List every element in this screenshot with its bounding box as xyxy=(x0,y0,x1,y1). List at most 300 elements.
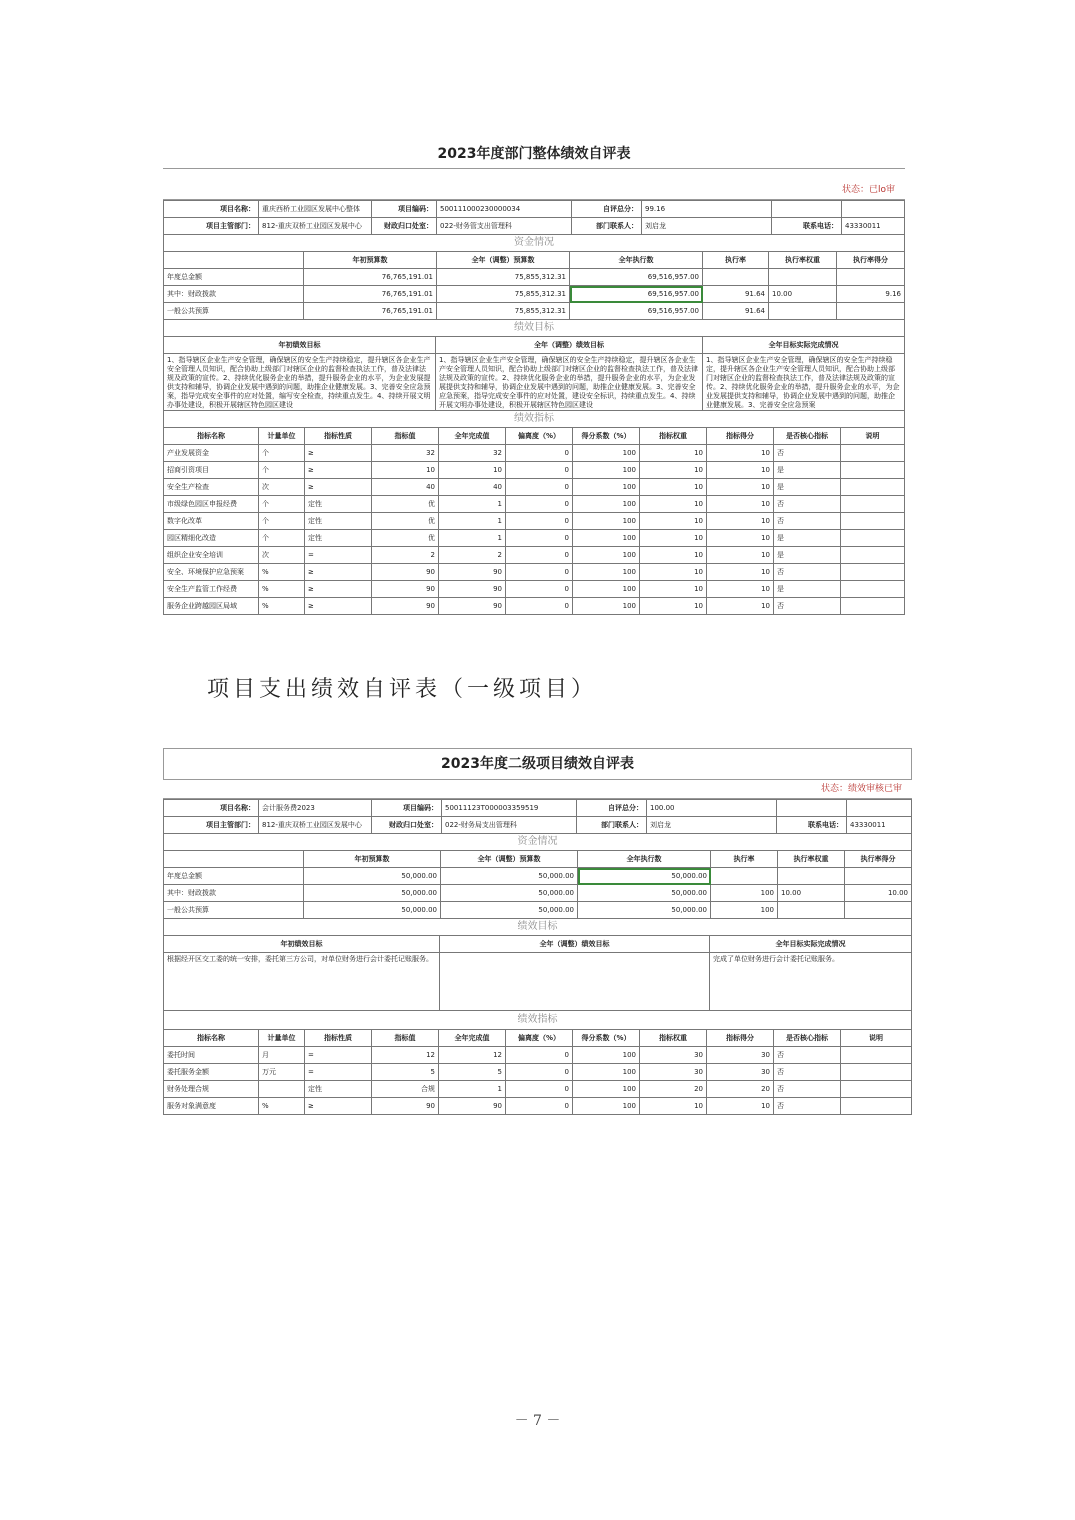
office[interactable]: 022-财务局支出管理科 xyxy=(442,817,577,834)
cell[interactable]: 50,000.00 xyxy=(304,902,441,919)
cell[interactable] xyxy=(841,598,905,615)
section-fund: 资金情况 xyxy=(163,235,905,251)
cell[interactable]: 50,000.00 xyxy=(578,885,711,902)
cell[interactable]: 10 xyxy=(640,581,707,598)
cell[interactable]: 10 xyxy=(707,513,774,530)
cell[interactable]: 10 xyxy=(640,479,707,496)
fund-header: 全年执行数 xyxy=(570,252,703,269)
cell[interactable] xyxy=(841,581,905,598)
cell[interactable] xyxy=(703,269,769,286)
cell[interactable]: 76,765,191.01 xyxy=(304,286,437,303)
cell[interactable]: 20 xyxy=(707,1081,774,1098)
cell[interactable]: 10 xyxy=(707,479,774,496)
table-row xyxy=(164,303,905,320)
fund-header: 全年（调整）预算数 xyxy=(441,851,578,868)
cell[interactable]: 合规 xyxy=(372,1081,439,1098)
cell[interactable]: 100 xyxy=(573,479,640,496)
cell[interactable]: 0 xyxy=(506,496,573,513)
indicator-header: 指标得分 xyxy=(707,428,774,445)
status-badge: 状态：绩效审核已审 xyxy=(163,780,912,799)
section-goal: 绩效目标 xyxy=(163,320,905,336)
cell[interactable]: 否 xyxy=(774,598,841,615)
goal-actual[interactable]: 完成了单位财务进行会计委托记账服务。 xyxy=(710,953,912,1011)
cell[interactable] xyxy=(845,902,912,919)
project-name[interactable]: 重庆西桥工业园区发展中心整体 xyxy=(259,201,372,218)
cell[interactable]: 10 xyxy=(439,462,506,479)
table-row xyxy=(164,581,905,598)
cell: 年度总金额 xyxy=(164,868,304,885)
indicator-header: 指标值 xyxy=(372,428,439,445)
cell[interactable]: 100 xyxy=(573,1047,640,1064)
table-row xyxy=(164,496,905,513)
cell[interactable]: 10 xyxy=(640,530,707,547)
cell[interactable]: 否 xyxy=(774,564,841,581)
cell[interactable]: 10 xyxy=(707,581,774,598)
indicator-name: 服务对象满意度 xyxy=(164,1098,259,1115)
indicator-name: 组织企业安全培训 xyxy=(164,547,259,564)
cell[interactable]: ≥ xyxy=(305,581,372,598)
table-row xyxy=(164,1064,912,1081)
cell[interactable]: 12 xyxy=(372,1047,439,1064)
indicator-header: 偏离度（%） xyxy=(506,1030,573,1047)
contact[interactable]: 刘启龙 xyxy=(647,817,777,834)
cell[interactable]: 1 xyxy=(439,530,506,547)
cell[interactable]: 5 xyxy=(372,1064,439,1081)
cell[interactable] xyxy=(778,902,845,919)
fund-header: 执行率 xyxy=(711,851,778,868)
cell: 其中：财政拨款 xyxy=(164,885,304,902)
fund-header: 全年（调整）预算数 xyxy=(437,252,570,269)
cell[interactable]: 100 xyxy=(573,581,640,598)
cell[interactable]: 50,000.00 xyxy=(441,885,578,902)
cell[interactable]: 定性 xyxy=(305,530,372,547)
table-row xyxy=(164,598,905,615)
goal-adjusted[interactable]: 1、指导辖区企业生产安全管理，确保辖区的安全生产持续稳定，提升辖区各企业生产安全管理人员知识，配合协助上级部门对辖区企业的监督检查执法工作，普及法律法规及政策的宣传。2、持续优化服务企业的举措，提升服务企业的水平，为企业发展提供支持和辅导，协调企业发展中遇到的问题，助推企业健康发展。3、完善安全应急预案，指导完成安全事件的应对处置，建设安全标识，持续重点发生。4、持续开展文明办事处建设，积极开展辖区特色园区建设 xyxy=(436,354,703,411)
cell[interactable]: 90 xyxy=(439,564,506,581)
cell[interactable]: 10 xyxy=(640,462,707,479)
table-row xyxy=(164,1047,912,1064)
cell[interactable]: 0 xyxy=(506,581,573,598)
cell[interactable] xyxy=(711,868,778,885)
indicator-header: 全年完成值 xyxy=(439,1030,506,1047)
cell[interactable]: 10 xyxy=(707,530,774,547)
cell[interactable]: 10 xyxy=(707,445,774,462)
cell[interactable] xyxy=(845,868,912,885)
cell[interactable]: 40 xyxy=(439,479,506,496)
cell[interactable]: 30 xyxy=(640,1047,707,1064)
label-phone: 联系电话： xyxy=(772,218,842,235)
cell: 其中：财政拨款 xyxy=(164,286,304,303)
cell[interactable]: 32 xyxy=(372,445,439,462)
indicator-header: 说明 xyxy=(841,1030,912,1047)
dept[interactable]: 812-重庆双桥工业园区发展中心 xyxy=(259,817,372,834)
goal-header: 全年（调整）绩效目标 xyxy=(440,936,710,953)
cell[interactable]: 1 xyxy=(439,1081,506,1098)
cell[interactable]: ≥ xyxy=(305,445,372,462)
indicator-name: 财务处理合规 xyxy=(164,1081,259,1098)
indicator-header: 偏离度（%） xyxy=(506,428,573,445)
cell[interactable]: 月 xyxy=(259,1047,305,1064)
cell[interactable]: 50,000.00 xyxy=(304,885,441,902)
cell[interactable]: 100 xyxy=(573,445,640,462)
table-row xyxy=(164,269,905,286)
cell[interactable]: 0 xyxy=(506,1081,573,1098)
cell[interactable]: = xyxy=(305,1064,372,1081)
selected-cell[interactable]: 69,516,957.00 xyxy=(570,286,703,303)
cell[interactable]: 100 xyxy=(573,496,640,513)
cell[interactable]: 否 xyxy=(774,445,841,462)
cell[interactable]: 10.00 xyxy=(845,885,912,902)
label-project-name: 项目名称： xyxy=(164,201,259,218)
cell[interactable]: ≥ xyxy=(305,462,372,479)
goal-table xyxy=(163,935,912,1011)
cell[interactable]: 10 xyxy=(640,496,707,513)
cell[interactable]: 10 xyxy=(707,496,774,513)
indicator-header: 是否核心指标 xyxy=(774,428,841,445)
cell[interactable]: 是 xyxy=(774,462,841,479)
indicator-header: 指标名称 xyxy=(164,1030,259,1047)
table-row xyxy=(164,462,905,479)
cell[interactable]: 0 xyxy=(506,1047,573,1064)
cell[interactable]: 优 xyxy=(372,496,439,513)
cell[interactable]: 0 xyxy=(506,1098,573,1115)
project-code[interactable]: 50011123T000003359519 xyxy=(442,800,577,817)
cell[interactable]: 次 xyxy=(259,547,305,564)
cell[interactable]: 2 xyxy=(439,547,506,564)
cell[interactable]: 90 xyxy=(439,1098,506,1115)
cell[interactable]: 10 xyxy=(640,598,707,615)
cell: 年度总金额 xyxy=(164,269,304,286)
cell[interactable]: 定性 xyxy=(305,496,372,513)
cell[interactable]: 个 xyxy=(259,530,305,547)
project-code[interactable]: 500111000230000034 xyxy=(437,201,572,218)
cell[interactable]: 是 xyxy=(774,547,841,564)
cell[interactable]: 否 xyxy=(774,513,841,530)
cell[interactable] xyxy=(841,1081,912,1098)
cell[interactable]: 90 xyxy=(372,598,439,615)
cell[interactable]: 10 xyxy=(372,462,439,479)
cell[interactable]: 12 xyxy=(439,1047,506,1064)
score[interactable]: 100.00 xyxy=(647,800,777,817)
label-phone: 联系电话： xyxy=(777,817,847,834)
cell[interactable]: 1 xyxy=(439,513,506,530)
cell[interactable]: 30 xyxy=(707,1047,774,1064)
cell[interactable]: 个 xyxy=(259,513,305,530)
section-indicator: 绩效指标 xyxy=(163,411,905,427)
cell[interactable]: 10.00 xyxy=(769,286,837,303)
cell[interactable]: 100 xyxy=(711,885,778,902)
cell[interactable]: 是 xyxy=(774,581,841,598)
indicator-name: 服务企业跨越园区局域 xyxy=(164,598,259,615)
cell[interactable]: 个 xyxy=(259,462,305,479)
cell[interactable]: 9.16 xyxy=(837,286,905,303)
indicator-header: 是否核心指标 xyxy=(774,1030,841,1047)
section-indicator: 绩效指标 xyxy=(163,1011,912,1029)
cell[interactable]: 否 xyxy=(774,496,841,513)
phone[interactable]: 43330011 xyxy=(847,817,912,834)
cell[interactable]: 0 xyxy=(506,462,573,479)
indicator-name: 安全生产检查 xyxy=(164,479,259,496)
cell[interactable]: 30 xyxy=(640,1064,707,1081)
table-row xyxy=(164,885,912,902)
info-table xyxy=(163,799,912,834)
cell[interactable]: 0 xyxy=(506,530,573,547)
cell[interactable]: 20 xyxy=(640,1081,707,1098)
goal-header: 年初绩效目标 xyxy=(164,936,440,953)
cell[interactable]: 0 xyxy=(506,564,573,581)
cell[interactable] xyxy=(837,269,905,286)
section-fund: 资金情况 xyxy=(163,834,912,850)
label-contact: 部门联系人： xyxy=(577,817,647,834)
cell[interactable]: ≥ xyxy=(305,598,372,615)
cell[interactable]: 10 xyxy=(707,1098,774,1115)
cell[interactable]: 50,000.00 xyxy=(441,902,578,919)
indicator-header: 计量单位 xyxy=(259,1030,305,1047)
cell[interactable]: 75,855,312.31 xyxy=(437,269,570,286)
score[interactable]: 99.16 xyxy=(642,201,772,218)
cell[interactable]: 10 xyxy=(640,564,707,581)
cell[interactable]: 100 xyxy=(711,902,778,919)
cell[interactable]: 90 xyxy=(372,581,439,598)
table-row xyxy=(164,479,905,496)
cell[interactable]: 50,000.00 xyxy=(304,868,441,885)
cell[interactable]: 90 xyxy=(439,598,506,615)
indicator-header: 全年完成值 xyxy=(439,428,506,445)
cell[interactable] xyxy=(841,564,905,581)
cell[interactable]: 定性 xyxy=(305,1081,372,1098)
project-name[interactable]: 会计服务费2023 xyxy=(259,800,372,817)
goal-initial[interactable]: 根据经开区交工委的统一安排，委托第三方公司，对单位财务进行会计委托记账服务。 xyxy=(164,953,440,1011)
cell[interactable] xyxy=(841,462,905,479)
cell[interactable]: 定性 xyxy=(305,513,372,530)
cell[interactable]: 91.64 xyxy=(703,286,769,303)
cell[interactable]: 100 xyxy=(573,462,640,479)
indicator-header: 得分系数（%） xyxy=(573,1030,640,1047)
cell[interactable]: 90 xyxy=(372,564,439,581)
table-row xyxy=(164,286,905,303)
cell[interactable]: 40 xyxy=(372,479,439,496)
indicator-header: 指标性质 xyxy=(305,1030,372,1047)
indicator-name: 数字化改革 xyxy=(164,513,259,530)
contact[interactable]: 刘启龙 xyxy=(642,218,772,235)
cell[interactable]: 50,000.00 xyxy=(578,902,711,919)
cell[interactable] xyxy=(841,530,905,547)
cell[interactable]: 0 xyxy=(506,547,573,564)
cell[interactable]: 100 xyxy=(573,547,640,564)
label-office: 财政归口处室： xyxy=(372,218,437,235)
indicator-header: 指标性质 xyxy=(305,428,372,445)
indicator-name: 市级绿色园区申报经费 xyxy=(164,496,259,513)
cell[interactable] xyxy=(841,513,905,530)
cell[interactable]: 100 xyxy=(573,564,640,581)
cell[interactable]: 个 xyxy=(259,496,305,513)
cell[interactable]: 是 xyxy=(774,479,841,496)
cell: 一般公共预算 xyxy=(164,303,304,320)
cell: 一般公共预算 xyxy=(164,902,304,919)
goal-actual[interactable]: 1、指导辖区企业生产安全管理，确保辖区的安全生产持续稳定，提升辖区各企业生产安全管理人员知识，配合协助上级部门对辖区企业的监督检查执法工作，普及法律法规及政策的宣传。2、持续优化服务企业的举措，提升服务企业的水平，为企业发展提供支持和辅导，协调企业发展中遇到的问题，助推企业健康发展。3、完善安全应急预案 xyxy=(703,354,905,411)
cell[interactable]: 否 xyxy=(774,1098,841,1115)
label-project-code: 项目编码： xyxy=(372,201,437,218)
label-office: 财政归口处室： xyxy=(372,817,442,834)
table-row xyxy=(164,530,905,547)
label-project-name: 项目名称： xyxy=(164,800,259,817)
indicator-name: 园区精细化改造 xyxy=(164,530,259,547)
cell[interactable]: 优 xyxy=(372,513,439,530)
indicator-name: 委托服务金额 xyxy=(164,1064,259,1081)
cell[interactable]: 0 xyxy=(506,598,573,615)
label-contact: 部门联系人： xyxy=(572,218,642,235)
fund-header: 执行率权重 xyxy=(769,252,837,269)
office[interactable]: 022-财务管支出管理科 xyxy=(437,218,572,235)
cell[interactable]: = xyxy=(305,547,372,564)
label-dept: 项目主管部门： xyxy=(164,218,259,235)
cell[interactable] xyxy=(769,303,837,320)
cell[interactable]: 90 xyxy=(372,1098,439,1115)
cell[interactable]: 10 xyxy=(640,1098,707,1115)
cell[interactable]: 10 xyxy=(640,445,707,462)
fund-header: 执行率得分 xyxy=(845,851,912,868)
fund-header: 执行率权重 xyxy=(778,851,845,868)
fund-header: 执行率得分 xyxy=(837,252,905,269)
cell[interactable]: 30 xyxy=(707,1064,774,1081)
goal-initial[interactable]: 1、指导辖区企业生产安全管理，确保辖区的安全生产持续稳定，提升辖区各企业生产安全管理人员知识，配合协助上级部门对辖区企业的监督检查执法工作，普及法律法规及政策的宣传。2、持续优化服务企业的举措，提升服务企业的水平，为企业发展提供支持和辅导，协调企业发展中遇到的问题，助推企业健康发展。3、完善安全应急预案，指导完成安全事件的应对处置，编写安全检查，持续重点发生。4、持续开展文明办事处建设，积极开展辖区特色园区建设 xyxy=(164,354,436,411)
info-table xyxy=(163,200,905,235)
cell[interactable] xyxy=(769,269,837,286)
cell[interactable]: 76,765,191.01 xyxy=(304,269,437,286)
cell[interactable]: 100 xyxy=(573,1081,640,1098)
indicator-name: 招商引资项目 xyxy=(164,462,259,479)
cell[interactable]: 是 xyxy=(774,530,841,547)
fund-table xyxy=(163,251,905,320)
indicator-name: 产业发展资金 xyxy=(164,445,259,462)
table-title: 2023年度部门整体绩效自评表 xyxy=(163,140,905,169)
indicator-header: 指标权重 xyxy=(640,1030,707,1047)
indicator-header: 得分系数（%） xyxy=(573,428,640,445)
cell[interactable]: 69,516,957.00 xyxy=(570,269,703,286)
label-dept: 项目主管部门： xyxy=(164,817,259,834)
goal-table xyxy=(163,336,905,411)
dept-performance-table xyxy=(163,140,905,615)
indicator-header: 指标值 xyxy=(372,1030,439,1047)
cell[interactable]: 万元 xyxy=(259,1064,305,1081)
cell[interactable] xyxy=(837,303,905,320)
label-project-code: 项目编码： xyxy=(372,800,442,817)
cell[interactable]: 10 xyxy=(707,547,774,564)
indicator-header: 指标权重 xyxy=(640,428,707,445)
cell[interactable] xyxy=(841,1098,912,1115)
label-score: 自评总分： xyxy=(572,201,642,218)
cell[interactable]: % xyxy=(259,581,305,598)
cell[interactable]: 76,765,191.01 xyxy=(304,303,437,320)
page-number: － 7 － xyxy=(514,1413,561,1429)
cell[interactable]: ≥ xyxy=(305,564,372,581)
cell[interactable]: 100 xyxy=(573,1064,640,1081)
cell[interactable]: 10 xyxy=(707,598,774,615)
goal-header: 年初绩效目标 xyxy=(164,337,436,354)
cell[interactable]: 10 xyxy=(640,547,707,564)
cell[interactable]: % xyxy=(259,1098,305,1115)
cell[interactable]: 91.64 xyxy=(703,303,769,320)
cell[interactable]: 0 xyxy=(506,1064,573,1081)
cell[interactable]: ≥ xyxy=(305,1098,372,1115)
cell[interactable]: 1 xyxy=(439,496,506,513)
cell[interactable]: 32 xyxy=(439,445,506,462)
goal-header: 全年目标实际完成情况 xyxy=(703,337,905,354)
indicator-table xyxy=(163,1029,912,1115)
cell[interactable] xyxy=(259,1081,305,1098)
fund-header: 年初预算数 xyxy=(304,851,441,868)
cell[interactable] xyxy=(841,445,905,462)
indicator-name: 安全、环境保护应急预案 xyxy=(164,564,259,581)
dept[interactable]: 812-重庆双桥工业园区发展中心 xyxy=(259,218,372,235)
table-row xyxy=(164,868,912,885)
cell[interactable]: 75,855,312.31 xyxy=(437,286,570,303)
cell[interactable] xyxy=(841,547,905,564)
cell[interactable]: 100 xyxy=(573,530,640,547)
cell[interactable]: 否 xyxy=(774,1064,841,1081)
cell[interactable]: % xyxy=(259,564,305,581)
project-performance-table xyxy=(163,748,912,1115)
cell[interactable]: 2 xyxy=(372,547,439,564)
table-title: 2023年度二级项目绩效自评表 xyxy=(163,748,912,780)
cell[interactable]: 否 xyxy=(774,1081,841,1098)
indicator-header: 说明 xyxy=(841,428,905,445)
cell[interactable]: 50,000.00 xyxy=(441,868,578,885)
indicator-header: 指标得分 xyxy=(707,1030,774,1047)
table-row xyxy=(164,445,905,462)
cell[interactable]: 0 xyxy=(506,479,573,496)
selected-cell[interactable]: 50,000.00 xyxy=(578,868,711,885)
cell[interactable]: 10 xyxy=(707,564,774,581)
cell[interactable]: ≥ xyxy=(305,479,372,496)
cell[interactable] xyxy=(841,479,905,496)
cell[interactable]: 0 xyxy=(506,445,573,462)
cell[interactable]: 10 xyxy=(640,513,707,530)
indicator-name: 委托时间 xyxy=(164,1047,259,1064)
cell[interactable]: 否 xyxy=(774,1047,841,1064)
cell[interactable]: % xyxy=(259,598,305,615)
cell[interactable]: 10 xyxy=(707,462,774,479)
label-score: 自评总分： xyxy=(577,800,647,817)
indicator-header: 计量单位 xyxy=(259,428,305,445)
cell[interactable]: 个 xyxy=(259,445,305,462)
fund-header: 执行率 xyxy=(703,252,769,269)
cell[interactable] xyxy=(841,1047,912,1064)
cell[interactable]: 5 xyxy=(439,1064,506,1081)
cell[interactable]: 10.00 xyxy=(778,885,845,902)
indicator-name: 安全生产监管工作经费 xyxy=(164,581,259,598)
fund-header: 全年执行数 xyxy=(578,851,711,868)
cell[interactable]: 优 xyxy=(372,530,439,547)
cell[interactable] xyxy=(841,496,905,513)
cell[interactable]: 次 xyxy=(259,479,305,496)
cell[interactable]: 90 xyxy=(439,581,506,598)
goal-header: 全年（调整）绩效目标 xyxy=(436,337,703,354)
cell[interactable]: 75,855,312.31 xyxy=(437,303,570,320)
cell[interactable] xyxy=(778,868,845,885)
cell[interactable]: = xyxy=(305,1047,372,1064)
table-row xyxy=(164,547,905,564)
cell[interactable]: 69,516,957.00 xyxy=(570,303,703,320)
phone[interactable]: 43330011 xyxy=(842,218,905,235)
cell[interactable]: 100 xyxy=(573,598,640,615)
cell[interactable]: 100 xyxy=(573,513,640,530)
goal-adjusted[interactable] xyxy=(440,953,710,1011)
cell[interactable] xyxy=(841,1064,912,1081)
cell[interactable]: 100 xyxy=(573,1098,640,1115)
table-row xyxy=(164,902,912,919)
cell[interactable]: 0 xyxy=(506,513,573,530)
